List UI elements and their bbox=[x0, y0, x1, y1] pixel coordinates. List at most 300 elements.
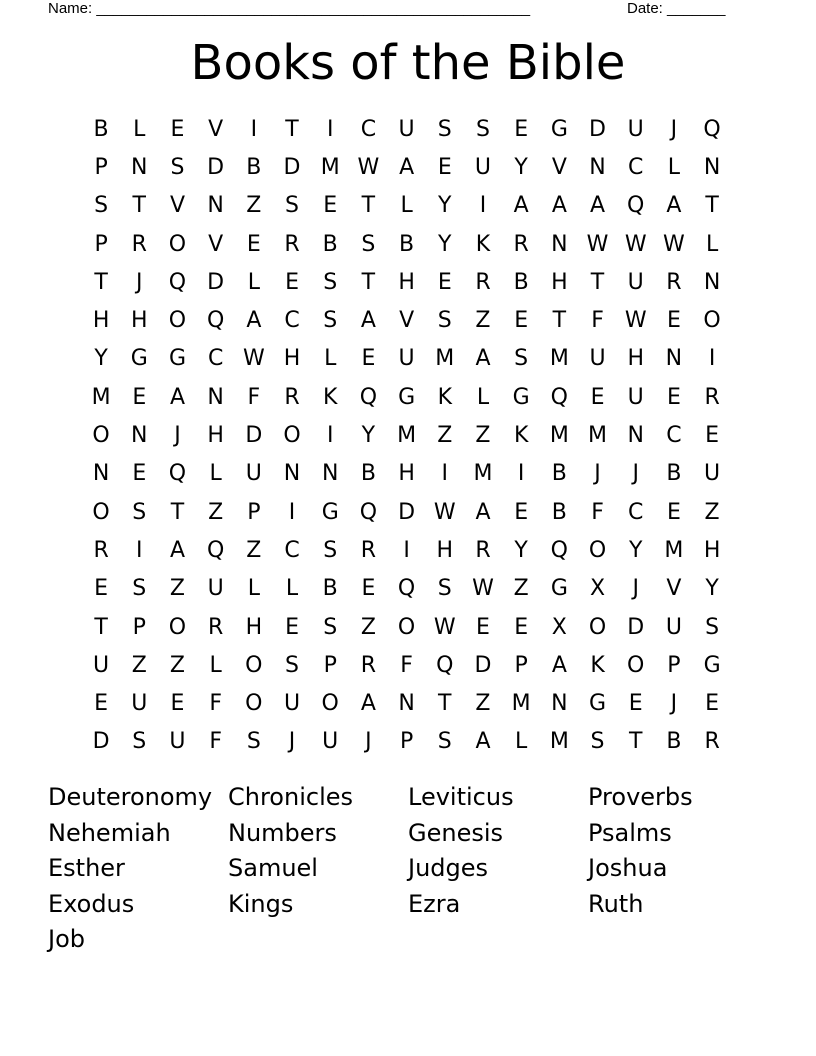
grid-cell[interactable]: H bbox=[398, 461, 415, 487]
grid-cell[interactable]: T bbox=[552, 308, 567, 334]
grid-cell[interactable]: I bbox=[479, 193, 487, 219]
grid-cell[interactable]: U bbox=[398, 346, 415, 372]
grid-cell[interactable]: K bbox=[323, 384, 338, 410]
grid-cell[interactable]: Y bbox=[438, 231, 452, 257]
grid-cell[interactable]: E bbox=[705, 691, 720, 717]
grid-cell[interactable]: W bbox=[624, 308, 647, 334]
grid-cell[interactable]: T bbox=[94, 614, 108, 640]
grid-cell[interactable]: M bbox=[91, 384, 111, 410]
grid-cell[interactable]: I bbox=[517, 461, 525, 487]
grid-cell[interactable]: A bbox=[399, 154, 415, 180]
grid-cell[interactable]: Z bbox=[208, 499, 224, 525]
grid-cell[interactable]: U bbox=[169, 729, 186, 755]
grid-cell[interactable]: M bbox=[664, 537, 684, 563]
grid-cell[interactable]: P bbox=[323, 652, 337, 678]
grid-cell[interactable]: S bbox=[323, 537, 338, 563]
grid-cell[interactable]: U bbox=[93, 652, 110, 678]
grid-cell[interactable]: S bbox=[285, 652, 300, 678]
grid-cell[interactable]: G bbox=[550, 116, 568, 142]
grid-cell[interactable]: J bbox=[594, 461, 601, 487]
grid-cell[interactable]: M bbox=[320, 154, 340, 180]
grid-cell[interactable]: O bbox=[588, 537, 607, 563]
grid-cell[interactable]: Q bbox=[397, 576, 416, 602]
grid-cell[interactable]: S bbox=[94, 193, 109, 219]
grid-cell[interactable]: O bbox=[283, 423, 301, 449]
grid-cell[interactable]: E bbox=[285, 614, 299, 640]
grid-cell[interactable]: R bbox=[666, 269, 682, 295]
grid-cell[interactable]: X bbox=[551, 614, 567, 640]
grid-cell[interactable]: S bbox=[590, 729, 605, 755]
grid-cell[interactable]: O bbox=[168, 308, 187, 334]
grid-cell[interactable]: S bbox=[475, 116, 490, 142]
grid-cell[interactable]: E bbox=[666, 499, 681, 525]
grid-cell[interactable]: T bbox=[628, 729, 643, 755]
grid-cell[interactable]: U bbox=[627, 116, 644, 142]
grid-cell[interactable]: C bbox=[284, 537, 300, 563]
grid-cell[interactable]: U bbox=[322, 729, 339, 755]
grid-cell[interactable]: M bbox=[549, 346, 569, 372]
grid-cell[interactable]: A bbox=[551, 193, 567, 219]
word-list-item: Ruth bbox=[588, 889, 644, 918]
grid-cell[interactable]: A bbox=[360, 691, 376, 717]
grid-cell[interactable]: B bbox=[513, 269, 529, 295]
grid-cell[interactable]: E bbox=[361, 576, 376, 602]
grid-cell[interactable]: S bbox=[170, 154, 185, 180]
grid-cell[interactable]: H bbox=[436, 537, 454, 563]
grid-cell[interactable]: N bbox=[131, 154, 148, 180]
grid-cell[interactable]: D bbox=[92, 729, 110, 755]
grid-cell[interactable]: G bbox=[703, 652, 721, 678]
grid-cell[interactable]: L bbox=[209, 652, 222, 678]
grid-cell[interactable]: N bbox=[398, 691, 415, 717]
grid-cell[interactable]: D bbox=[627, 614, 645, 640]
grid-cell[interactable]: O bbox=[168, 614, 187, 640]
grid-cell[interactable]: B bbox=[322, 576, 338, 602]
grid-cell[interactable]: P bbox=[399, 729, 414, 755]
grid-cell[interactable]: F bbox=[209, 729, 222, 755]
grid-cell[interactable]: W bbox=[433, 499, 456, 525]
grid-cell[interactable]: R bbox=[704, 729, 720, 755]
grid-cell[interactable]: A bbox=[246, 308, 262, 334]
grid-cell[interactable]: L bbox=[400, 193, 413, 219]
grid-cell[interactable]: W bbox=[586, 231, 609, 257]
grid-cell[interactable]: Y bbox=[514, 154, 528, 180]
grid-cell[interactable]: Q bbox=[550, 384, 568, 410]
grid-cell[interactable]: R bbox=[475, 269, 491, 295]
grid-cell[interactable]: Y bbox=[361, 423, 376, 449]
grid-cell[interactable]: B bbox=[666, 461, 682, 487]
grid-cell[interactable]: C bbox=[628, 499, 644, 525]
grid-cell[interactable]: Z bbox=[360, 614, 376, 640]
grid-cell[interactable]: O bbox=[397, 614, 416, 640]
grid-cell[interactable]: Y bbox=[628, 537, 643, 563]
grid-cell[interactable]: A bbox=[169, 537, 185, 563]
grid-cell[interactable]: K bbox=[437, 384, 452, 410]
grid-cell[interactable]: S bbox=[132, 576, 147, 602]
grid-cell[interactable]: U bbox=[245, 461, 262, 487]
grid-cell[interactable]: D bbox=[283, 154, 301, 180]
grid-cell[interactable]: V bbox=[208, 231, 224, 257]
grid-cell[interactable]: E bbox=[514, 116, 529, 142]
word-list-item: Joshua bbox=[588, 854, 668, 882]
grid-row bbox=[82, 416, 732, 454]
grid-cell[interactable]: Q bbox=[206, 537, 225, 563]
grid-cell[interactable]: S bbox=[705, 614, 720, 640]
grid-cell[interactable]: F bbox=[591, 308, 604, 334]
grid-cell[interactable]: A bbox=[590, 193, 606, 219]
grid-cell[interactable]: S bbox=[323, 269, 338, 295]
grid-cell[interactable]: I bbox=[288, 499, 296, 525]
grid-cell[interactable]: S bbox=[132, 729, 147, 755]
grid-cell[interactable]: B bbox=[322, 231, 338, 257]
grid-cell[interactable]: R bbox=[704, 384, 720, 410]
grid-cell[interactable]: I bbox=[326, 423, 334, 449]
grid-cell[interactable]: L bbox=[324, 346, 337, 372]
grid-cell[interactable]: V bbox=[551, 154, 567, 180]
grid-cell[interactable]: K bbox=[513, 423, 529, 449]
grid-cell[interactable]: E bbox=[170, 691, 185, 717]
grid-cell[interactable]: E bbox=[590, 384, 605, 410]
grid-cell[interactable]: Q bbox=[627, 193, 645, 219]
grid-cell[interactable]: T bbox=[705, 193, 719, 219]
grid-cell[interactable]: N bbox=[207, 193, 224, 219]
grid-cell[interactable]: O bbox=[321, 691, 339, 717]
grid-cell[interactable]: U bbox=[627, 269, 644, 295]
grid-cell[interactable]: H bbox=[551, 269, 568, 295]
grid-row bbox=[82, 455, 732, 493]
grid-cell[interactable]: Z bbox=[169, 652, 185, 678]
name-field[interactable]: Name: ____________________________________________________ bbox=[48, 0, 531, 17]
grid-cell[interactable]: L bbox=[209, 461, 222, 487]
grid-row bbox=[82, 340, 732, 378]
grid-cell[interactable]: O bbox=[703, 308, 721, 334]
grid-cell[interactable]: U bbox=[207, 576, 224, 602]
grid-cell[interactable]: M bbox=[435, 346, 455, 372]
grid-cell[interactable]: M bbox=[549, 423, 569, 449]
grid-cell[interactable]: C bbox=[360, 116, 377, 142]
grid-cell[interactable]: N bbox=[92, 461, 110, 487]
grid-cell[interactable]: V bbox=[208, 116, 224, 142]
grid-cell[interactable]: Z bbox=[475, 308, 491, 334]
grid-cell[interactable]: I bbox=[136, 537, 143, 563]
grid-cell[interactable]: T bbox=[94, 269, 108, 295]
grid-cell[interactable]: F bbox=[591, 499, 604, 525]
grid-cell[interactable]: E bbox=[361, 346, 376, 372]
grid-cell[interactable]: Z bbox=[475, 423, 491, 449]
grid-cell[interactable]: E bbox=[246, 231, 261, 257]
grid-cell[interactable]: A bbox=[513, 193, 529, 219]
grid-cell[interactable]: Z bbox=[246, 537, 262, 563]
grid-cell[interactable]: M bbox=[473, 461, 493, 487]
grid-cell[interactable]: B bbox=[551, 461, 567, 487]
grid-cell[interactable]: T bbox=[285, 116, 299, 142]
grid-cell[interactable]: J bbox=[288, 729, 296, 755]
grid-cell[interactable]: W bbox=[242, 346, 265, 372]
word-list bbox=[48, 780, 768, 958]
grid-cell[interactable]: N bbox=[665, 346, 683, 372]
grid-cell[interactable]: J bbox=[632, 461, 639, 487]
grid-cell[interactable]: E bbox=[666, 384, 681, 410]
grid-cell[interactable]: A bbox=[475, 346, 491, 372]
grid-cell[interactable]: G bbox=[321, 499, 339, 525]
grid-cell[interactable]: N bbox=[207, 384, 224, 410]
grid-cell[interactable]: E bbox=[628, 691, 643, 717]
grid-cell[interactable]: E bbox=[323, 193, 338, 219]
grid-cell[interactable]: E bbox=[514, 614, 529, 640]
grid-cell[interactable]: H bbox=[627, 346, 644, 372]
grid-cell[interactable]: B bbox=[551, 499, 567, 525]
grid-cell[interactable]: P bbox=[94, 154, 108, 180]
grid-cell[interactable]: U bbox=[704, 461, 721, 487]
grid-cell[interactable]: S bbox=[437, 576, 452, 602]
grid-cell[interactable]: Y bbox=[705, 576, 719, 602]
grid-cell[interactable]: U bbox=[283, 691, 301, 717]
grid-cell[interactable]: I bbox=[708, 346, 716, 372]
grid-cell[interactable]: R bbox=[284, 384, 300, 410]
grid-cell[interactable]: A bbox=[360, 308, 376, 334]
grid-cell[interactable]: A bbox=[551, 652, 567, 678]
grid-cell[interactable]: Z bbox=[131, 652, 147, 678]
grid-cell[interactable]: E bbox=[132, 384, 147, 410]
grid-cell[interactable]: R bbox=[360, 652, 377, 678]
grid-cell[interactable]: D bbox=[245, 423, 263, 449]
grid-cell[interactable]: T bbox=[590, 269, 605, 295]
grid-cell[interactable]: N bbox=[283, 461, 301, 487]
grid-cell[interactable]: H bbox=[283, 346, 301, 372]
grid-cell[interactable]: S bbox=[323, 308, 338, 334]
grid-cell[interactable]: A bbox=[475, 499, 491, 525]
grid-cell[interactable]: B bbox=[666, 729, 682, 755]
grid-cell[interactable]: L bbox=[476, 384, 490, 410]
grid-cell[interactable]: R bbox=[284, 231, 300, 257]
grid-cell[interactable]: S bbox=[285, 193, 300, 219]
grid-cell[interactable]: R bbox=[93, 537, 109, 563]
grid-cell[interactable]: S bbox=[437, 116, 452, 142]
grid-cell[interactable]: S bbox=[437, 308, 452, 334]
grid-cell[interactable]: K bbox=[590, 652, 605, 678]
grid-cell[interactable]: T bbox=[361, 269, 376, 295]
grid-cell[interactable]: M bbox=[588, 423, 608, 449]
grid-cell[interactable]: T bbox=[438, 691, 452, 717]
grid-cell[interactable]: O bbox=[92, 423, 110, 449]
grid-cell[interactable]: E bbox=[666, 308, 681, 334]
grid-cell[interactable]: H bbox=[398, 269, 415, 295]
grid-cell[interactable]: J bbox=[670, 116, 678, 142]
grid-cell[interactable]: K bbox=[475, 231, 491, 257]
grid-row bbox=[82, 378, 732, 416]
grid-cell[interactable]: P bbox=[667, 652, 681, 678]
grid-cell[interactable]: Q bbox=[359, 384, 378, 410]
grid-row bbox=[82, 493, 732, 531]
grid-cell[interactable]: C bbox=[666, 423, 682, 449]
grid-cell[interactable]: H bbox=[245, 614, 263, 640]
grid-cell[interactable]: N bbox=[131, 423, 148, 449]
grid-cell[interactable]: E bbox=[132, 461, 147, 487]
grid-cell[interactable]: J bbox=[365, 729, 372, 755]
grid-cell[interactable]: N bbox=[627, 423, 644, 449]
grid-cell[interactable]: Z bbox=[246, 193, 262, 219]
grid-cell[interactable]: W bbox=[624, 231, 647, 257]
grid-cell[interactable]: U bbox=[665, 614, 682, 640]
grid-cell[interactable]: S bbox=[361, 231, 376, 257]
grid-cell[interactable]: W bbox=[433, 614, 456, 640]
grid-cell[interactable]: Q bbox=[436, 652, 454, 678]
grid-cell[interactable]: B bbox=[93, 116, 109, 142]
grid-cell[interactable]: L bbox=[247, 576, 260, 602]
grid-cell[interactable]: N bbox=[321, 461, 339, 487]
grid-cell[interactable]: L bbox=[133, 116, 146, 142]
grid-cell[interactable]: V bbox=[169, 193, 185, 219]
grid-cell[interactable]: R bbox=[360, 537, 377, 563]
grid-cell[interactable]: G bbox=[512, 384, 530, 410]
grid-cell[interactable]: Z bbox=[513, 576, 529, 602]
date-field[interactable]: Date: _______ bbox=[627, 0, 726, 17]
grid-cell[interactable]: B bbox=[360, 461, 376, 487]
grid-cell[interactable]: S bbox=[437, 729, 452, 755]
grid-cell[interactable]: T bbox=[132, 193, 146, 219]
grid-cell[interactable]: Q bbox=[359, 499, 378, 525]
grid-cell[interactable]: Y bbox=[438, 193, 452, 219]
grid-cell[interactable]: N bbox=[551, 231, 568, 257]
grid-cell[interactable]: G bbox=[168, 346, 186, 372]
grid-cell[interactable]: C bbox=[284, 308, 300, 334]
grid-cell[interactable]: D bbox=[474, 652, 492, 678]
grid-cell[interactable]: E bbox=[94, 576, 109, 602]
grid-cell[interactable]: P bbox=[94, 231, 108, 257]
grid-cell[interactable]: E bbox=[285, 269, 299, 295]
grid-cell[interactable]: Q bbox=[206, 308, 225, 334]
grid-cell[interactable]: E bbox=[437, 269, 452, 295]
grid-cell[interactable]: U bbox=[398, 116, 415, 142]
grid-cell[interactable]: W bbox=[472, 576, 494, 602]
grid-cell[interactable]: F bbox=[209, 691, 222, 717]
grid-cell[interactable]: C bbox=[628, 154, 644, 180]
grid-cell[interactable]: Z bbox=[169, 576, 185, 602]
grid-cell[interactable]: U bbox=[589, 346, 606, 372]
grid-cell[interactable]: D bbox=[207, 269, 225, 295]
grid-cell[interactable]: O bbox=[245, 691, 263, 717]
grid-cell[interactable]: H bbox=[131, 308, 148, 334]
grid-cell[interactable]: T bbox=[170, 499, 185, 525]
grid-cell[interactable]: A bbox=[169, 384, 185, 410]
grid-cell[interactable]: U bbox=[131, 691, 148, 717]
grid-cell[interactable]: I bbox=[403, 537, 410, 563]
grid-cell[interactable]: S bbox=[514, 346, 529, 372]
grid-cell[interactable]: M bbox=[397, 423, 417, 449]
grid-cell[interactable]: I bbox=[250, 116, 258, 142]
grid-cell[interactable]: V bbox=[399, 308, 415, 334]
grid-cell[interactable]: W bbox=[357, 154, 380, 180]
grid-cell[interactable]: D bbox=[589, 116, 606, 142]
grid-cell[interactable]: R bbox=[208, 614, 224, 640]
grid-cell[interactable]: A bbox=[666, 193, 682, 219]
grid-cell[interactable]: N bbox=[703, 269, 721, 295]
grid-cell[interactable]: R bbox=[475, 537, 491, 563]
grid-cell[interactable]: J bbox=[670, 691, 678, 717]
grid-cell[interactable]: U bbox=[627, 384, 644, 410]
grid-cell[interactable]: R bbox=[131, 231, 147, 257]
grid-cell[interactable]: R bbox=[513, 231, 529, 257]
grid-cell[interactable]: E bbox=[476, 614, 490, 640]
grid-cell[interactable]: M bbox=[511, 691, 531, 717]
grid-cell[interactable]: P bbox=[132, 614, 146, 640]
grid-cell[interactable]: I bbox=[326, 116, 334, 142]
grid-cell[interactable]: Z bbox=[704, 499, 720, 525]
grid-cell[interactable]: J bbox=[174, 423, 181, 449]
grid-cell[interactable]: D bbox=[398, 499, 416, 525]
grid-cell[interactable]: L bbox=[285, 576, 299, 602]
grid-cell[interactable]: M bbox=[549, 729, 569, 755]
grid-cell[interactable]: P bbox=[247, 499, 261, 525]
grid-cell[interactable]: L bbox=[247, 269, 260, 295]
grid-cell[interactable]: Q bbox=[168, 269, 187, 295]
grid-cell[interactable]: N bbox=[589, 154, 606, 180]
grid-cell[interactable]: E bbox=[705, 423, 720, 449]
grid-cell[interactable]: E bbox=[514, 499, 529, 525]
grid-cell[interactable]: U bbox=[474, 154, 492, 180]
grid-cell[interactable]: Z bbox=[437, 423, 453, 449]
grid-cell[interactable]: X bbox=[589, 576, 606, 602]
grid-cell[interactable]: Z bbox=[475, 691, 491, 717]
grid-cell[interactable]: C bbox=[207, 346, 224, 372]
grid-cell[interactable]: Q bbox=[550, 537, 568, 563]
grid-cell[interactable]: B bbox=[399, 231, 415, 257]
grid-cell[interactable]: S bbox=[132, 499, 147, 525]
grid-cell[interactable]: G bbox=[589, 691, 607, 717]
grid-cell[interactable]: L bbox=[515, 729, 528, 755]
grid-cell[interactable]: J bbox=[136, 269, 143, 295]
grid-cell[interactable]: O bbox=[168, 231, 187, 257]
grid-cell[interactable]: S bbox=[323, 614, 338, 640]
grid-cell[interactable]: H bbox=[92, 308, 110, 334]
grid-cell[interactable]: G bbox=[550, 576, 568, 602]
grid-cell[interactable]: A bbox=[475, 729, 491, 755]
grid-cell[interactable]: E bbox=[437, 154, 452, 180]
grid-cell[interactable]: W bbox=[663, 231, 685, 257]
grid-cell[interactable]: P bbox=[514, 652, 528, 678]
grid-cell[interactable]: E bbox=[94, 691, 109, 717]
grid-cell[interactable]: L bbox=[667, 154, 681, 180]
grid-cell[interactable]: J bbox=[632, 576, 639, 602]
grid-cell[interactable]: S bbox=[246, 729, 261, 755]
grid-cell[interactable]: H bbox=[207, 423, 224, 449]
grid-cell[interactable]: H bbox=[703, 537, 721, 563]
grid-cell[interactable]: L bbox=[705, 231, 719, 257]
grid-cell[interactable]: F bbox=[400, 652, 413, 678]
grid-cell[interactable]: T bbox=[361, 193, 376, 219]
grid-cell[interactable]: Y bbox=[94, 346, 108, 372]
grid-cell[interactable]: V bbox=[666, 576, 682, 602]
grid-cell[interactable]: O bbox=[588, 614, 607, 640]
grid-cell[interactable]: D bbox=[207, 154, 225, 180]
grid-cell[interactable]: I bbox=[441, 461, 449, 487]
grid-cell[interactable]: O bbox=[92, 499, 110, 525]
grid-cell[interactable]: F bbox=[247, 384, 261, 410]
grid-cell[interactable]: E bbox=[514, 308, 529, 334]
grid-cell[interactable]: Q bbox=[703, 116, 721, 142]
grid-cell[interactable]: N bbox=[551, 691, 568, 717]
grid-cell[interactable]: G bbox=[398, 384, 416, 410]
grid-cell[interactable]: B bbox=[246, 154, 262, 180]
grid-cell[interactable]: E bbox=[170, 116, 185, 142]
grid-cell[interactable]: Q bbox=[168, 461, 187, 487]
grid-cell[interactable]: O bbox=[627, 652, 645, 678]
grid-cell[interactable]: Y bbox=[514, 537, 528, 563]
grid-cell[interactable]: N bbox=[703, 154, 721, 180]
grid-cell[interactable]: G bbox=[130, 346, 148, 372]
word-list-item: Proverbs bbox=[588, 783, 693, 811]
grid-cell[interactable]: O bbox=[245, 652, 263, 678]
